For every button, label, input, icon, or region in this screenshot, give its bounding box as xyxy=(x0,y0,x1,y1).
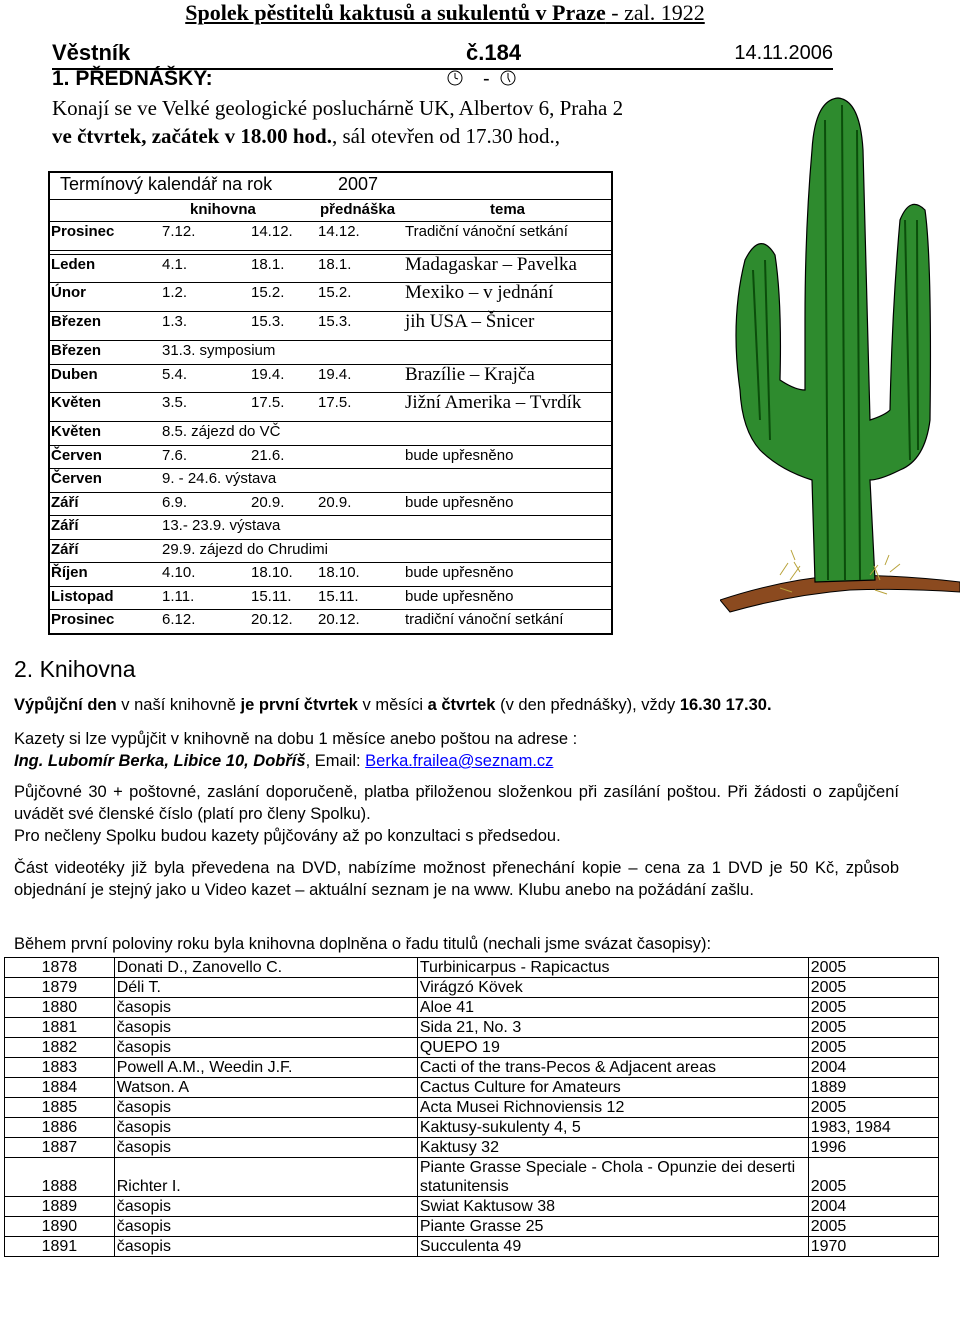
row-divider xyxy=(48,445,613,446)
email-label: , Email: xyxy=(305,752,366,770)
calendar-cell-c1: 4.10. xyxy=(162,564,196,581)
lectures-heading: 1. PŘEDNÁŠKY: xyxy=(52,67,213,90)
hours-t3: (v den přednášky), vždy xyxy=(495,696,680,714)
calendar-cell-topic: tradiční vánoční setkání xyxy=(405,611,564,628)
calendar-cell-c1: 3.5. xyxy=(162,394,188,411)
row-divider xyxy=(48,421,613,422)
book-title: Kaktusy 32 xyxy=(417,1138,808,1158)
hours-b3: a čtvrtek xyxy=(427,696,496,714)
calendar-cell-c2: 21.6. xyxy=(251,447,285,464)
hours-b2: je první čtvrtek xyxy=(240,696,358,714)
table-row xyxy=(5,1098,939,1118)
book-author: časopis xyxy=(114,998,417,1018)
lectures-time xyxy=(52,124,560,149)
loan-line: Kazety si lze vypůjčit v knihovně na dobu 1 měsíce anebo poštou na adrese : xyxy=(14,730,578,748)
row-divider xyxy=(48,515,613,516)
book-title: Cacti of the trans-Pecos & Adjacent areas xyxy=(417,1058,808,1078)
col-header-topic: tema xyxy=(490,201,526,218)
book-year: 2005 xyxy=(808,1158,938,1197)
book-author: časopis xyxy=(114,1018,417,1038)
books-table xyxy=(4,957,939,1257)
table-row xyxy=(5,1038,939,1058)
book-year: 2005 xyxy=(808,998,938,1018)
book-author: Donati D., Zanovello C. xyxy=(114,958,417,978)
col-header-library: knihovna xyxy=(190,201,256,218)
calendar-cell-topic: bude upřesněno xyxy=(405,494,514,511)
calendar-cell-c3: 20.12. xyxy=(318,611,360,628)
book-author: časopis xyxy=(114,1038,417,1058)
row-divider xyxy=(48,468,613,469)
calendar-cell-c2: 17.5. xyxy=(251,394,285,411)
book-author: časopis xyxy=(114,1197,417,1217)
book-title: Aloe 41 xyxy=(417,998,808,1018)
lectures-venue: Konají se ve Velké geologické posluchárně UK, Albertov 6, Praha 2 xyxy=(52,96,624,120)
table-row xyxy=(5,1078,939,1098)
book-year: 2005 xyxy=(808,958,938,978)
calendar-cell-c2: 15.11. xyxy=(251,588,292,605)
book-no: 1879 xyxy=(5,978,115,998)
calendar-cell-c1: 13.- 23.9. výstava xyxy=(162,517,281,534)
book-year: 2005 xyxy=(808,1217,938,1237)
book-author: Richter I. xyxy=(114,1158,417,1197)
calendar-cell-c3: 15.2. xyxy=(318,284,352,301)
table-row xyxy=(5,1118,939,1138)
bulletin-label: Věstník xyxy=(52,40,131,65)
library-hours xyxy=(14,694,899,716)
calendar-cell-month: Prosinec xyxy=(51,611,115,628)
book-year: 2005 xyxy=(808,1098,938,1118)
book-year: 1970 xyxy=(808,1237,938,1257)
clock-icon xyxy=(447,70,463,86)
book-no: 1885 xyxy=(5,1098,115,1118)
calendar-cell-topic: Madagaskar – Pavelka xyxy=(405,254,577,275)
calendar-cell-c2: 15.2. xyxy=(251,284,285,301)
calendar-cell-topic: Brazílie – Krajča xyxy=(405,364,535,385)
calendar-cell-c1: 1.11. xyxy=(162,588,195,605)
calendar-cell-c2: 15.3. xyxy=(251,313,285,330)
book-title: Sida 21, No. 3 xyxy=(417,1018,808,1038)
calendar-cell-month: Květen xyxy=(51,423,102,440)
book-year: 2005 xyxy=(808,978,938,998)
calendar-cell-c2: 19.4. xyxy=(251,366,285,383)
book-no: 1884 xyxy=(5,1078,115,1098)
fee-info: Půjčovné 30 + poštovné, zaslání doporučeně, platba přiloženou složenkou při zasílání poštou. Při žádosti o zapůjčení uvádět své členské číslo (platí pro členy Spolku). xyxy=(14,783,899,823)
bulletin-header xyxy=(52,40,833,70)
calendar-cell-month: Září xyxy=(51,541,79,558)
calendar-cell-month: Únor xyxy=(51,284,86,301)
calendar-cell-c1: 6.9. xyxy=(162,494,188,511)
calendar-cell-c2: 18.10. xyxy=(251,564,293,581)
calendar-cell-month: Prosinec xyxy=(51,223,115,240)
email-link[interactable]: Berka.frailea@seznam.cz xyxy=(365,752,554,770)
calendar-cell-c3: 18.10. xyxy=(318,564,360,581)
table-row xyxy=(5,978,939,998)
lectures-time-bold: ve čtvrtek, začátek v 18.00 hod. xyxy=(52,124,332,148)
calendar-cell-month: Červen xyxy=(51,447,102,464)
table-row xyxy=(5,1058,939,1078)
org-name: Spolek pěstitelů kaktusů a sukulentů v Praze xyxy=(185,0,606,25)
clock-icon xyxy=(500,70,516,86)
calendar-year: 2007 xyxy=(338,174,379,194)
calendar-cell-c3: 17.5. xyxy=(318,394,352,411)
calendar-cell-c1: 7.12. xyxy=(162,223,196,240)
book-title: Kaktusy-sukulenty 4, 5 xyxy=(417,1118,808,1138)
book-title: Cactus Culture for Amateurs xyxy=(417,1078,808,1098)
book-title: QUEPO 19 xyxy=(417,1038,808,1058)
book-title: Acta Musei Richnoviensis 12 xyxy=(417,1098,808,1118)
row-divider xyxy=(48,539,613,540)
calendar-cell-topic: Mexiko – v jednání xyxy=(405,282,554,303)
calendar-cell-c3: 15.11. xyxy=(318,588,359,605)
book-author: časopis xyxy=(114,1098,417,1118)
calendar-cell-c1: 1.2. xyxy=(162,284,188,301)
book-year: 2004 xyxy=(808,1197,938,1217)
calendar-cell-c1: 29.9. zájezd do Chrudimi xyxy=(162,541,328,558)
book-year: 2004 xyxy=(808,1058,938,1078)
table-row xyxy=(5,1158,939,1197)
calendar-cell-c2: 20.12. xyxy=(251,611,293,628)
book-year: 1983, 1984 xyxy=(808,1118,938,1138)
lectures-time-rest: , sál otevřen od 17.30 hod., xyxy=(331,124,560,148)
calendar-cell-month: Leden xyxy=(51,256,96,273)
calendar-cell-topic: Tradiční vánoční setkání xyxy=(405,223,568,240)
col-header-lecture: přednáška xyxy=(320,201,396,218)
row-divider xyxy=(48,492,613,493)
table-row xyxy=(5,998,939,1018)
book-no: 1890 xyxy=(5,1217,115,1237)
table-row xyxy=(5,1018,939,1038)
calendar-cell-topic: Jižní Amerika – Tvrdík xyxy=(405,392,582,413)
calendar-cell-month: Březen xyxy=(51,313,102,330)
calendar-cell-month: Listopad xyxy=(51,588,114,605)
calendar-cell-c3: 20.9. xyxy=(318,494,352,511)
loan-info xyxy=(14,728,899,772)
book-author: časopis xyxy=(114,1217,417,1237)
non-member-info: Pro nečleny Spolku budou kazety půjčovány až po konzultaci s předsedou. xyxy=(14,827,561,845)
book-no: 1883 xyxy=(5,1058,115,1078)
hours-t1: v naší knihovně xyxy=(116,696,241,714)
org-title xyxy=(0,0,890,26)
row-divider xyxy=(48,340,613,341)
calendar-cell-c2: 18.1. xyxy=(251,256,285,273)
calendar-cell-c1: 1.3. xyxy=(162,313,188,330)
calendar-cell-c1: 5.4. xyxy=(162,366,188,383)
book-author: časopis xyxy=(114,1237,417,1257)
calendar-cell-c3: 19.4. xyxy=(318,366,352,383)
book-no: 1891 xyxy=(5,1237,115,1257)
calendar-cell-topic: bude upřesněno xyxy=(405,447,514,464)
calendar-cell-month: Duben xyxy=(51,366,98,383)
calendar-cell-c1: 9. - 24.6. výstava xyxy=(162,470,277,487)
table-row xyxy=(5,958,939,978)
book-title: Swiat Kaktusow 38 xyxy=(417,1197,808,1217)
library-heading: 2. Knihovna xyxy=(14,656,136,682)
book-title: Piante Grasse Speciale - Chola - Opunzie dei deserti statunitensis xyxy=(417,1158,808,1197)
calendar-title: Termínový kalendář na rok xyxy=(60,174,273,194)
calendar-cell-c2: 20.9. xyxy=(251,494,285,511)
new-titles-intro: Během první poloviny roku byla knihovna doplněna o řadu titulů (nechali jsme svázat časopisy): xyxy=(14,935,712,953)
book-author: časopis xyxy=(114,1138,417,1158)
book-no: 1878 xyxy=(5,958,115,978)
book-no: 1880 xyxy=(5,998,115,1018)
table-row xyxy=(5,1197,939,1217)
calendar-cell-c3: 15.3. xyxy=(318,313,352,330)
row-divider xyxy=(48,586,613,587)
book-author: Déli T. xyxy=(114,978,417,998)
table-row xyxy=(5,1138,939,1158)
book-no: 1887 xyxy=(5,1138,115,1158)
calendar-cell-c3: 14.12. xyxy=(318,223,360,240)
calendar-cell-topic: bude upřesněno xyxy=(405,588,514,605)
book-no: 1889 xyxy=(5,1197,115,1217)
calendar-cell-c1: 7.6. xyxy=(162,447,188,464)
book-year: 2005 xyxy=(808,1018,938,1038)
book-author: časopis xyxy=(114,1118,417,1138)
calendar-cell-month: Červen xyxy=(51,470,102,487)
address: Ing. Lubomír Berka, Libice 10, Dobříš xyxy=(14,752,306,770)
table-row xyxy=(5,1217,939,1237)
calendar-cell-month: Březen xyxy=(51,342,102,359)
hours-t2: v měsíci xyxy=(357,696,428,714)
calendar-cell-c1: 4.1. xyxy=(162,256,188,273)
calendar-cell-topic: jih USA – Šnicer xyxy=(405,311,535,332)
cactus-illustration xyxy=(720,60,960,620)
book-title: Piante Grasse 25 xyxy=(417,1217,808,1237)
book-no: 1888 xyxy=(5,1158,115,1197)
book-no: 1886 xyxy=(5,1118,115,1138)
book-title: Succulenta 49 xyxy=(417,1237,808,1257)
calendar-cell-month: Září xyxy=(51,494,79,511)
calendar-cell-month: Květen xyxy=(51,394,102,411)
hours-b1: Výpůjční den xyxy=(14,696,117,714)
issue-date: 14.11.2006 xyxy=(734,42,833,64)
issue-number: č.184 xyxy=(466,40,522,65)
calendar-cell-month: Září xyxy=(51,517,79,534)
calendar-cell-c1: 6.12. xyxy=(162,611,196,628)
book-title: Turbinicarpus - Rapicactus xyxy=(417,958,808,978)
book-year: 1889 xyxy=(808,1078,938,1098)
book-title: Virágzó Kövek xyxy=(417,978,808,998)
book-no: 1882 xyxy=(5,1038,115,1058)
book-author: Powell A.M., Weedin J.F. xyxy=(114,1058,417,1078)
calendar-cell-month: Říjen xyxy=(51,564,88,581)
founded: - zal. 1922 xyxy=(605,0,705,25)
clock-dash: - xyxy=(483,68,490,90)
row-divider xyxy=(48,221,613,222)
dvd-info: Část videotéky již byla převedena na DVD, nabízíme možnost přenechání kopie – cena za 1 DVD je 50 Kč, způsob objednání je stejný jako u Video kazet – aktuální seznam je na www. Klubu anebo na požádání zašlu. xyxy=(14,859,899,899)
book-year: 2005 xyxy=(808,1038,938,1058)
book-year: 1996 xyxy=(808,1138,938,1158)
row-divider xyxy=(48,562,613,563)
calendar-cell-c3: 18.1. xyxy=(318,256,352,273)
calendar-cell-c2: 14.12. xyxy=(251,223,293,240)
book-author: Watson. A xyxy=(114,1078,417,1098)
hours-b4: 16.30 17.30. xyxy=(679,696,772,714)
row-divider xyxy=(48,609,613,610)
calendar-cell-c1: 8.5. zájezd do VČ xyxy=(162,423,281,440)
calendar-cell-topic: bude upřesněno xyxy=(405,564,514,581)
book-no: 1881 xyxy=(5,1018,115,1038)
calendar-cell-c1: 31.3. symposium xyxy=(162,342,276,359)
table-row xyxy=(5,1237,939,1257)
row-divider xyxy=(48,250,613,251)
